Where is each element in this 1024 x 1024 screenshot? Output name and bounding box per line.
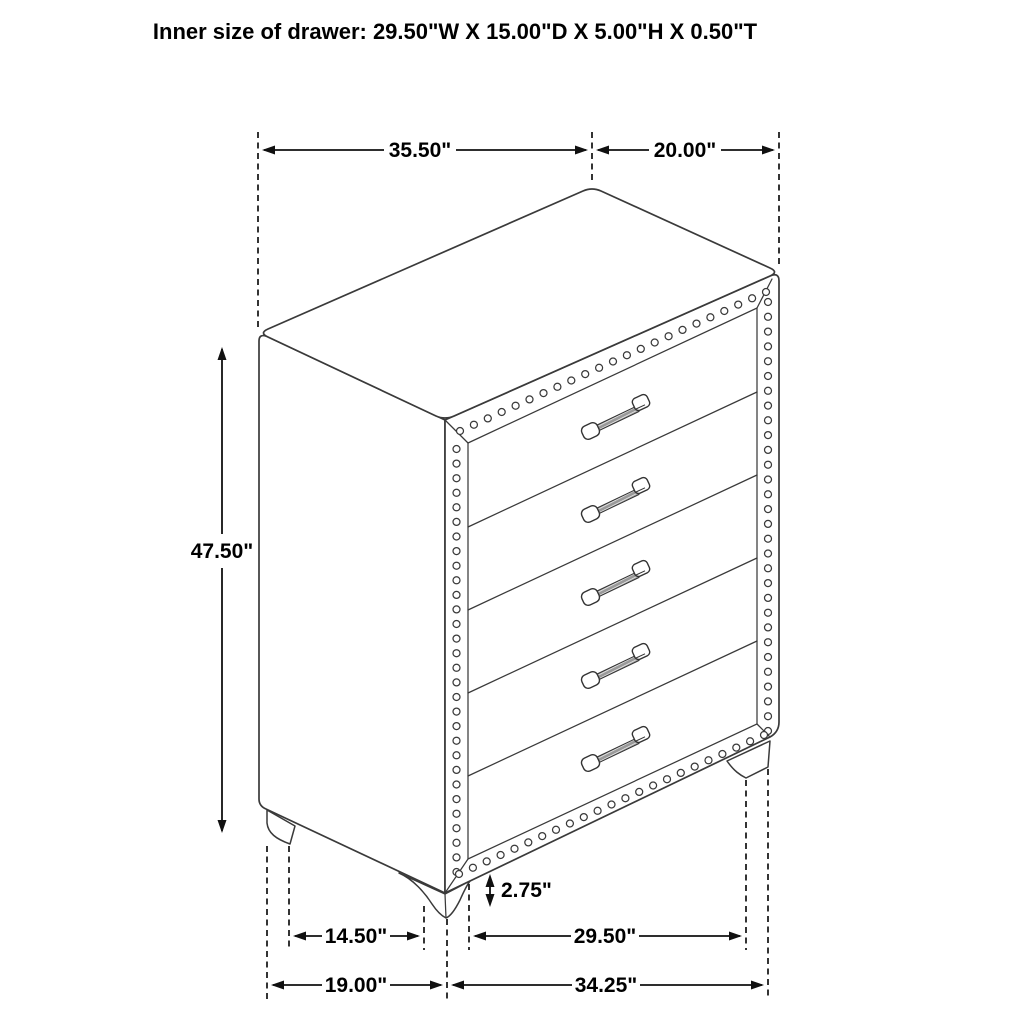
dimension-foot-height	[486, 874, 552, 907]
nailhead-stud-icon	[453, 679, 460, 686]
dim-label-feet-span-side: 14.50"	[324, 925, 388, 948]
nailhead-stud-icon	[765, 520, 772, 527]
nailhead-stud-icon	[693, 320, 700, 327]
nailhead-stud-icon	[512, 402, 519, 409]
nailhead-stud-icon	[765, 432, 772, 439]
nailhead-stud-icon	[765, 373, 772, 380]
nailhead-stud-icon	[765, 535, 772, 542]
nailhead-stud-icon	[622, 795, 629, 802]
nailhead-stud-icon	[761, 732, 768, 739]
nailhead-stud-icon	[453, 635, 460, 642]
nailhead-stud-icon	[636, 788, 643, 795]
nailhead-stud-icon	[568, 377, 575, 384]
arrowhead-right-icon	[751, 981, 764, 990]
nailhead-stud-icon	[540, 390, 547, 397]
nailhead-stud-icon	[721, 308, 728, 315]
nailhead-stud-icon	[677, 769, 684, 776]
nailhead-stud-icon	[484, 415, 491, 422]
nailhead-stud-icon	[664, 776, 671, 783]
nailhead-stud-icon	[765, 594, 772, 601]
nailhead-stud-icon	[511, 845, 518, 852]
nailhead-stud-icon	[765, 358, 772, 365]
nailhead-stud-icon	[765, 506, 772, 513]
arrowhead-right-icon	[430, 981, 443, 990]
nailhead-stud-icon	[453, 781, 460, 788]
nailhead-stud-icon	[765, 491, 772, 498]
nailhead-stud-icon	[553, 826, 560, 833]
nailhead-stud-icon	[566, 820, 573, 827]
nailhead-stud-icon	[765, 328, 772, 335]
nailhead-stud-icon	[483, 858, 490, 865]
nailhead-stud-icon	[453, 708, 460, 715]
nailhead-stud-icon	[765, 550, 772, 557]
nailhead-stud-icon	[747, 738, 754, 745]
nailhead-stud-icon	[610, 358, 617, 365]
nailhead-stud-icon	[453, 694, 460, 701]
nailhead-stud-icon	[453, 489, 460, 496]
nailhead-stud-icon	[453, 591, 460, 598]
nailhead-stud-icon	[719, 751, 726, 758]
nailhead-stud-icon	[765, 461, 772, 468]
nailhead-stud-icon	[637, 345, 644, 352]
nailhead-stud-icon	[453, 460, 460, 467]
nailhead-stud-icon	[456, 871, 463, 878]
nailhead-stud-icon	[765, 313, 772, 320]
nailhead-stud-icon	[765, 476, 772, 483]
dimension-overall-width	[451, 974, 764, 997]
nailhead-stud-icon	[665, 333, 672, 340]
nailhead-stud-icon	[735, 301, 742, 308]
nailhead-stud-icon	[679, 326, 686, 333]
nailhead-stud-icon	[765, 713, 772, 720]
nailhead-stud-icon	[582, 371, 589, 378]
nailhead-stud-icon	[470, 421, 477, 428]
nailhead-stud-icon	[707, 314, 714, 321]
nailhead-stud-icon	[453, 766, 460, 773]
nailhead-stud-icon	[691, 763, 698, 770]
nailhead-stud-icon	[765, 683, 772, 690]
arrowhead-right-icon	[729, 932, 742, 941]
nailhead-stud-icon	[453, 839, 460, 846]
nailhead-stud-icon	[765, 609, 772, 616]
dimension-overall-depth	[271, 974, 443, 997]
nailhead-stud-icon	[765, 565, 772, 572]
nailhead-stud-icon	[453, 548, 460, 555]
dimension-feet-span-side	[293, 925, 420, 948]
nailhead-stud-icon	[623, 352, 630, 359]
nailhead-stud-icon	[765, 639, 772, 646]
nailhead-stud-icon	[765, 624, 772, 631]
nailhead-stud-icon	[765, 402, 772, 409]
nailhead-stud-icon	[453, 825, 460, 832]
nailhead-stud-icon	[457, 428, 464, 435]
dim-label-top-width: 35.50"	[388, 139, 452, 162]
nailhead-stud-icon	[453, 475, 460, 482]
nailhead-stud-icon	[453, 796, 460, 803]
nailhead-stud-icon	[765, 387, 772, 394]
nailhead-stud-icon	[469, 864, 476, 871]
nailhead-stud-icon	[765, 417, 772, 424]
dim-label-overall-depth: 19.00"	[324, 974, 388, 997]
dimension-overall-height	[191, 347, 254, 833]
arrowhead-down-icon	[486, 894, 495, 907]
nailhead-stud-icon	[453, 664, 460, 671]
nailhead-stud-icon	[765, 668, 772, 675]
nailhead-stud-icon	[608, 801, 615, 808]
nailhead-stud-icon	[453, 606, 460, 613]
nailhead-stud-icon	[765, 698, 772, 705]
nailhead-stud-icon	[453, 533, 460, 540]
arrowhead-right-icon	[762, 146, 775, 155]
dim-label-overall-height: 47.50"	[190, 540, 254, 563]
nailhead-stud-icon	[498, 409, 505, 416]
nailhead-stud-icon	[650, 782, 657, 789]
nailhead-stud-icon	[453, 752, 460, 759]
nailhead-stud-icon	[651, 339, 658, 346]
nailhead-stud-icon	[554, 383, 561, 390]
dim-label-feet-span-front: 29.50"	[573, 925, 637, 948]
arrowhead-right-icon	[407, 932, 420, 941]
dim-label-foot-height: 2.75"	[501, 879, 552, 902]
nailhead-stud-icon	[765, 299, 772, 306]
nailhead-stud-icon	[497, 852, 504, 859]
nailhead-stud-icon	[596, 364, 603, 371]
arrowhead-down-icon	[218, 820, 227, 833]
nailhead-stud-icon	[733, 744, 740, 751]
dim-label-overall-width: 34.25"	[574, 974, 638, 997]
nailhead-stud-icon	[765, 580, 772, 587]
nailhead-stud-icon	[453, 504, 460, 511]
dimension-top-width	[262, 139, 588, 162]
nailhead-stud-icon	[580, 814, 587, 821]
nailhead-stud-icon	[453, 577, 460, 584]
nailhead-stud-icon	[539, 833, 546, 840]
nailhead-stud-icon	[765, 654, 772, 661]
nailhead-stud-icon	[453, 518, 460, 525]
arrowhead-right-icon	[575, 146, 588, 155]
nailhead-stud-icon	[763, 289, 770, 296]
nailhead-stud-icon	[453, 723, 460, 730]
dim-label-top-depth: 20.00"	[653, 139, 717, 162]
nailhead-stud-icon	[525, 839, 532, 846]
dimension-top-depth	[596, 139, 775, 162]
nailhead-stud-icon	[749, 295, 756, 302]
chest-illustration	[259, 189, 779, 918]
nailhead-stud-icon	[453, 650, 460, 657]
nailhead-stud-icon	[765, 343, 772, 350]
nailhead-stud-icon	[453, 446, 460, 453]
nailhead-stud-icon	[453, 621, 460, 628]
dimension-feet-span-front	[473, 925, 742, 948]
nailhead-stud-icon	[594, 807, 601, 814]
nailhead-stud-icon	[765, 446, 772, 453]
chest-side-face	[259, 336, 445, 893]
nailhead-stud-icon	[526, 396, 533, 403]
nailhead-stud-icon	[453, 810, 460, 817]
diagram-title: Inner size of drawer: 29.50"W X 15.00"D X 5.00"H X 0.50"T	[152, 19, 758, 44]
nailhead-stud-icon	[453, 737, 460, 744]
nailhead-stud-icon	[453, 562, 460, 569]
nailhead-stud-icon	[705, 757, 712, 764]
nailhead-stud-icon	[453, 854, 460, 861]
